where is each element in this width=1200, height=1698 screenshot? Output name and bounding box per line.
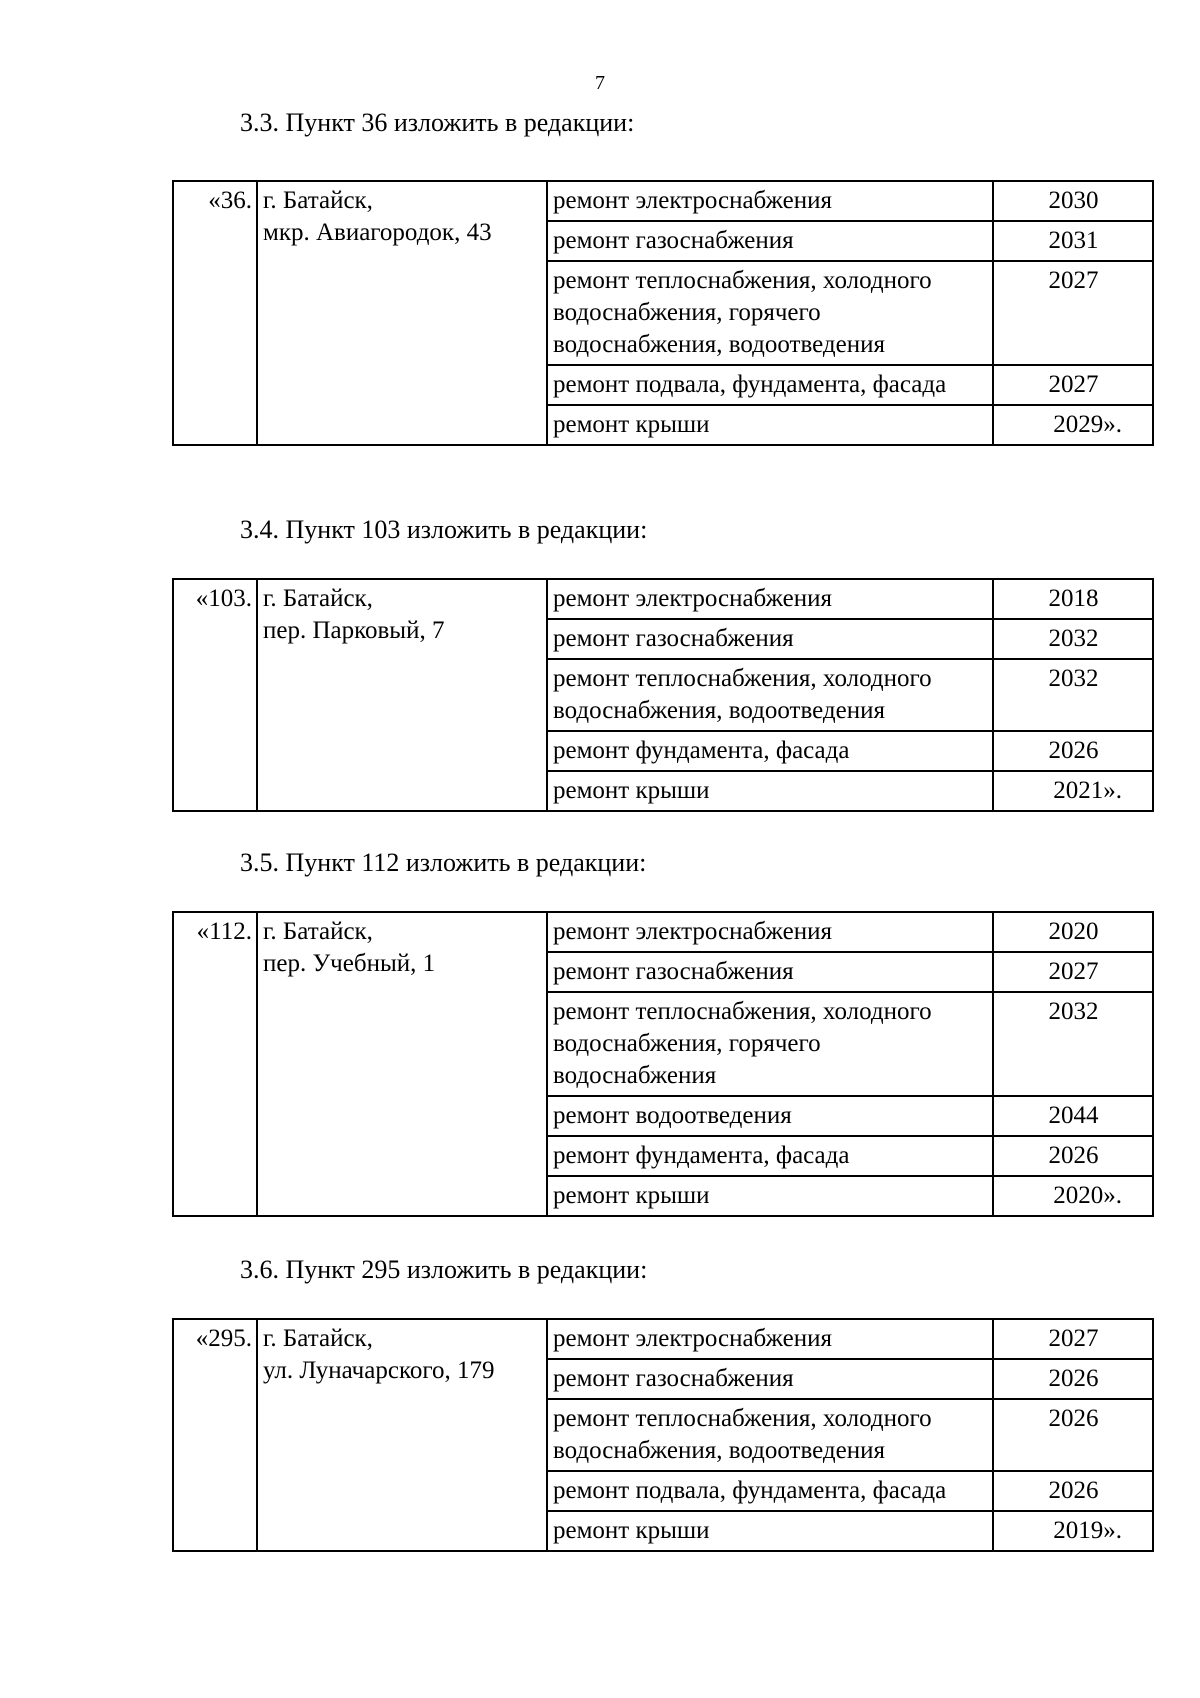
work-year: 2044	[993, 1096, 1153, 1136]
work-year: 2029».	[993, 405, 1153, 445]
work-year: 2027	[993, 1319, 1153, 1359]
work-type: ремонт крыши	[547, 405, 993, 445]
table-row	[173, 1319, 1153, 1359]
item-number: «36.	[173, 181, 257, 445]
work-type: ремонт газоснабжения	[547, 619, 993, 659]
work-year: 2032	[993, 992, 1153, 1096]
page-number: 7	[595, 72, 605, 94]
work-type: ремонт подвала, фундамента, фасада	[547, 1471, 993, 1511]
work-type: ремонт крыши	[547, 1176, 993, 1216]
section-heading-3-3: 3.3. Пункт 36 изложить в редакции:	[240, 108, 635, 137]
address-cell	[257, 181, 547, 445]
work-year: 2026	[993, 1359, 1153, 1399]
work-year: 2020».	[993, 1176, 1153, 1216]
section-heading-3-6: 3.6. Пункт 295 изложить в редакции:	[240, 1255, 648, 1284]
work-type: ремонт электроснабжения	[547, 579, 993, 619]
work-type: ремонт фундамента, фасада	[547, 731, 993, 771]
work-type: ремонт теплоснабжения, холодного водоснабжения, водоотведения	[547, 659, 993, 731]
address-cell	[257, 1319, 547, 1551]
work-type: ремонт электроснабжения	[547, 1319, 993, 1359]
amendment-table-295	[172, 1318, 1154, 1552]
amendment-table-36	[172, 180, 1154, 446]
work-year: 2026	[993, 1136, 1153, 1176]
work-type: ремонт газоснабжения	[547, 952, 993, 992]
item-number: «103.	[173, 579, 257, 811]
address-city: г. Батайск,	[263, 187, 373, 214]
table-row	[173, 912, 1153, 952]
work-year: 2032	[993, 659, 1153, 731]
table-row	[173, 181, 1153, 221]
address-city: г. Батайск,	[263, 918, 373, 945]
work-type: ремонт теплоснабжения, холодного водоснабжения, горячего водоснабжения, водоотведения	[547, 261, 993, 365]
work-year: 2026	[993, 1471, 1153, 1511]
address-street: пер. Парковый, 7	[263, 617, 445, 644]
section-heading-3-4: 3.4. Пункт 103 изложить в редакции:	[240, 515, 648, 544]
work-year: 2032	[993, 619, 1153, 659]
work-type: ремонт крыши	[547, 771, 993, 811]
work-type: ремонт газоснабжения	[547, 221, 993, 261]
address-street: пер. Учебный, 1	[263, 950, 436, 977]
work-type: ремонт газоснабжения	[547, 1359, 993, 1399]
work-year: 2026	[993, 731, 1153, 771]
work-year: 2031	[993, 221, 1153, 261]
work-type: ремонт электроснабжения	[547, 912, 993, 952]
address-city: г. Батайск,	[263, 1325, 373, 1352]
address-cell	[257, 912, 547, 1216]
work-type: ремонт крыши	[547, 1511, 993, 1551]
item-number: «295.	[173, 1319, 257, 1551]
work-year: 2027	[993, 261, 1153, 365]
work-type: ремонт подвала, фундамента, фасада	[547, 365, 993, 405]
work-type: ремонт фундамента, фасада	[547, 1136, 993, 1176]
work-year: 2026	[993, 1399, 1153, 1471]
work-type: ремонт электроснабжения	[547, 181, 993, 221]
table-row	[173, 579, 1153, 619]
work-year: 2020	[993, 912, 1153, 952]
work-type: ремонт теплоснабжения, холодного водоснабжения, водоотведения	[547, 1399, 993, 1471]
section-heading-3-5: 3.5. Пункт 112 изложить в редакции:	[240, 848, 647, 877]
amendment-table-112	[172, 911, 1154, 1217]
work-year: 2030	[993, 181, 1153, 221]
work-year: 2027	[993, 365, 1153, 405]
item-number: «112.	[173, 912, 257, 1216]
work-year: 2018	[993, 579, 1153, 619]
address-cell	[257, 579, 547, 811]
work-type: ремонт водоотведения	[547, 1096, 993, 1136]
address-street: ул. Луначарского, 179	[263, 1357, 495, 1384]
work-type: ремонт теплоснабжения, холодного водоснабжения, горячего водоснабжения	[547, 992, 993, 1096]
work-year: 2021».	[993, 771, 1153, 811]
work-year: 2019».	[993, 1511, 1153, 1551]
work-year: 2027	[993, 952, 1153, 992]
address-street: мкр. Авиагородок, 43	[263, 219, 492, 246]
amendment-table-103	[172, 578, 1154, 812]
address-city: г. Батайск,	[263, 585, 373, 612]
